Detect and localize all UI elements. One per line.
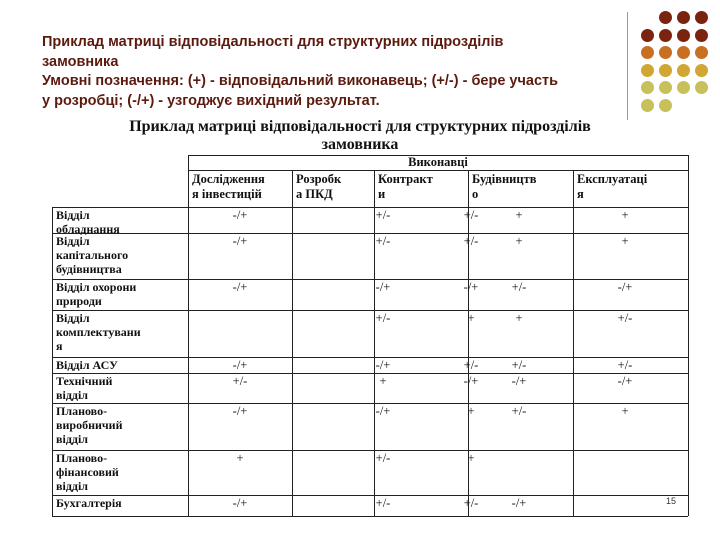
decorative-dot — [695, 46, 708, 59]
decorative-dot — [677, 46, 690, 59]
responsibility-matrix-table — [52, 155, 688, 516]
column-header: Експлуатаці я — [577, 172, 648, 201]
matrix-value: -/+ — [463, 280, 479, 294]
decorative-dot — [695, 64, 708, 77]
decorative-dot — [659, 64, 672, 77]
matrix-value: + — [236, 451, 244, 465]
table-column-rule — [573, 170, 574, 516]
matrix-value: -/+ — [375, 280, 391, 294]
column-header: Розробк а ПКД — [296, 172, 342, 201]
decorative-dot — [695, 81, 708, 94]
row-header: Відділ охорони природи — [56, 280, 137, 308]
matrix-value: -/+ — [375, 358, 391, 372]
scanned-table-title — [0, 118, 720, 154]
row-header: Технічний відділ — [56, 374, 113, 402]
page-number: 15 — [666, 496, 677, 506]
matrix-value: -/+ — [463, 374, 479, 388]
decorative-divider — [627, 12, 628, 120]
matrix-value: -/+ — [232, 496, 248, 510]
decorative-dot — [695, 11, 708, 24]
matrix-value: +/- — [511, 280, 527, 294]
header-line-4: у розробці; (-/+) - узгоджує вихідний результат. — [42, 92, 380, 109]
table-column-rule — [292, 170, 293, 516]
matrix-value: -/+ — [232, 208, 248, 222]
decorative-dot — [677, 11, 690, 24]
matrix-value: -/+ — [232, 404, 248, 418]
decorative-dot — [677, 29, 690, 42]
matrix-value: -/+ — [617, 280, 633, 294]
table-column-rule — [188, 155, 189, 516]
row-header: Відділ обладнання — [56, 208, 120, 236]
matrix-value: +/- — [463, 496, 479, 510]
decorative-dot — [677, 64, 690, 77]
decorative-dot — [659, 46, 672, 59]
header-line-2: замовника — [42, 53, 119, 70]
scanned-title-line-1: Приклад матриці відповідальності для структурних підрозділів — [129, 118, 591, 135]
decorative-dot — [659, 99, 672, 112]
matrix-value: +/- — [511, 358, 527, 372]
row-header: Планово- фінансовий відділ — [56, 451, 119, 493]
slide-header — [42, 33, 622, 111]
matrix-value: + — [515, 311, 523, 325]
decorative-dot — [641, 29, 654, 42]
column-header: Контракт и — [378, 172, 433, 201]
matrix-value: +/- — [463, 358, 479, 372]
matrix-value: + — [467, 404, 475, 418]
matrix-value: +/- — [463, 234, 479, 248]
matrix-value: + — [467, 451, 475, 465]
decorative-dot — [641, 99, 654, 112]
matrix-value: -/+ — [232, 358, 248, 372]
matrix-value: +/- — [375, 234, 391, 248]
table-column-rule — [688, 155, 689, 516]
matrix-value: + — [515, 208, 523, 222]
decorative-dot — [659, 29, 672, 42]
row-header: Відділ комплектувани я — [56, 311, 141, 353]
row-header: Бухгалтерія — [56, 496, 122, 510]
matrix-value: -/+ — [232, 234, 248, 248]
matrix-value: + — [621, 208, 629, 222]
matrix-value: +/- — [463, 208, 479, 222]
matrix-value: +/- — [375, 311, 391, 325]
matrix-value: -/+ — [617, 374, 633, 388]
column-header: Будівництв о — [472, 172, 537, 201]
scanned-title-line-2: замовника — [321, 136, 399, 153]
matrix-value: +/- — [232, 374, 248, 388]
row-header: Планово- виробничий відділ — [56, 404, 123, 446]
matrix-value: -/+ — [232, 280, 248, 294]
decorative-dot — [641, 81, 654, 94]
decorative-dot — [695, 29, 708, 42]
decorative-dot — [677, 81, 690, 94]
header-line-3: Умовні позначення: (+) - відповідальний виконавець; (+/-) - бере участь — [42, 73, 559, 89]
matrix-value: +/- — [375, 451, 391, 465]
matrix-value: + — [621, 234, 629, 248]
table-border-left — [52, 207, 53, 516]
matrix-value: -/+ — [511, 374, 527, 388]
row-header: Відділ АСУ — [56, 358, 118, 372]
matrix-value: + — [467, 311, 475, 325]
decorative-dot-grid — [641, 11, 713, 113]
table-row-rule — [52, 516, 688, 517]
decorative-dot — [659, 11, 672, 24]
group-header-executors: Виконавці — [408, 155, 468, 169]
row-header: Відділ капітального будівництва — [56, 234, 129, 276]
matrix-value: + — [515, 234, 523, 248]
decorative-dot — [641, 64, 654, 77]
decorative-dot — [641, 46, 654, 59]
matrix-value: +/- — [375, 496, 391, 510]
matrix-value: +/- — [375, 208, 391, 222]
matrix-value: +/- — [617, 311, 633, 325]
column-header: Дослідження я інвестицій — [192, 172, 265, 201]
decorative-dot — [659, 81, 672, 94]
matrix-value: + — [621, 404, 629, 418]
header-line-1: Приклад матриці відповідальності для структурних підрозділів — [42, 34, 504, 50]
matrix-value: -/+ — [511, 496, 527, 510]
table-group-header-rule — [188, 170, 688, 171]
matrix-value: +/- — [511, 404, 527, 418]
matrix-value: + — [379, 374, 387, 388]
matrix-value: +/- — [617, 358, 633, 372]
matrix-value: -/+ — [375, 404, 391, 418]
